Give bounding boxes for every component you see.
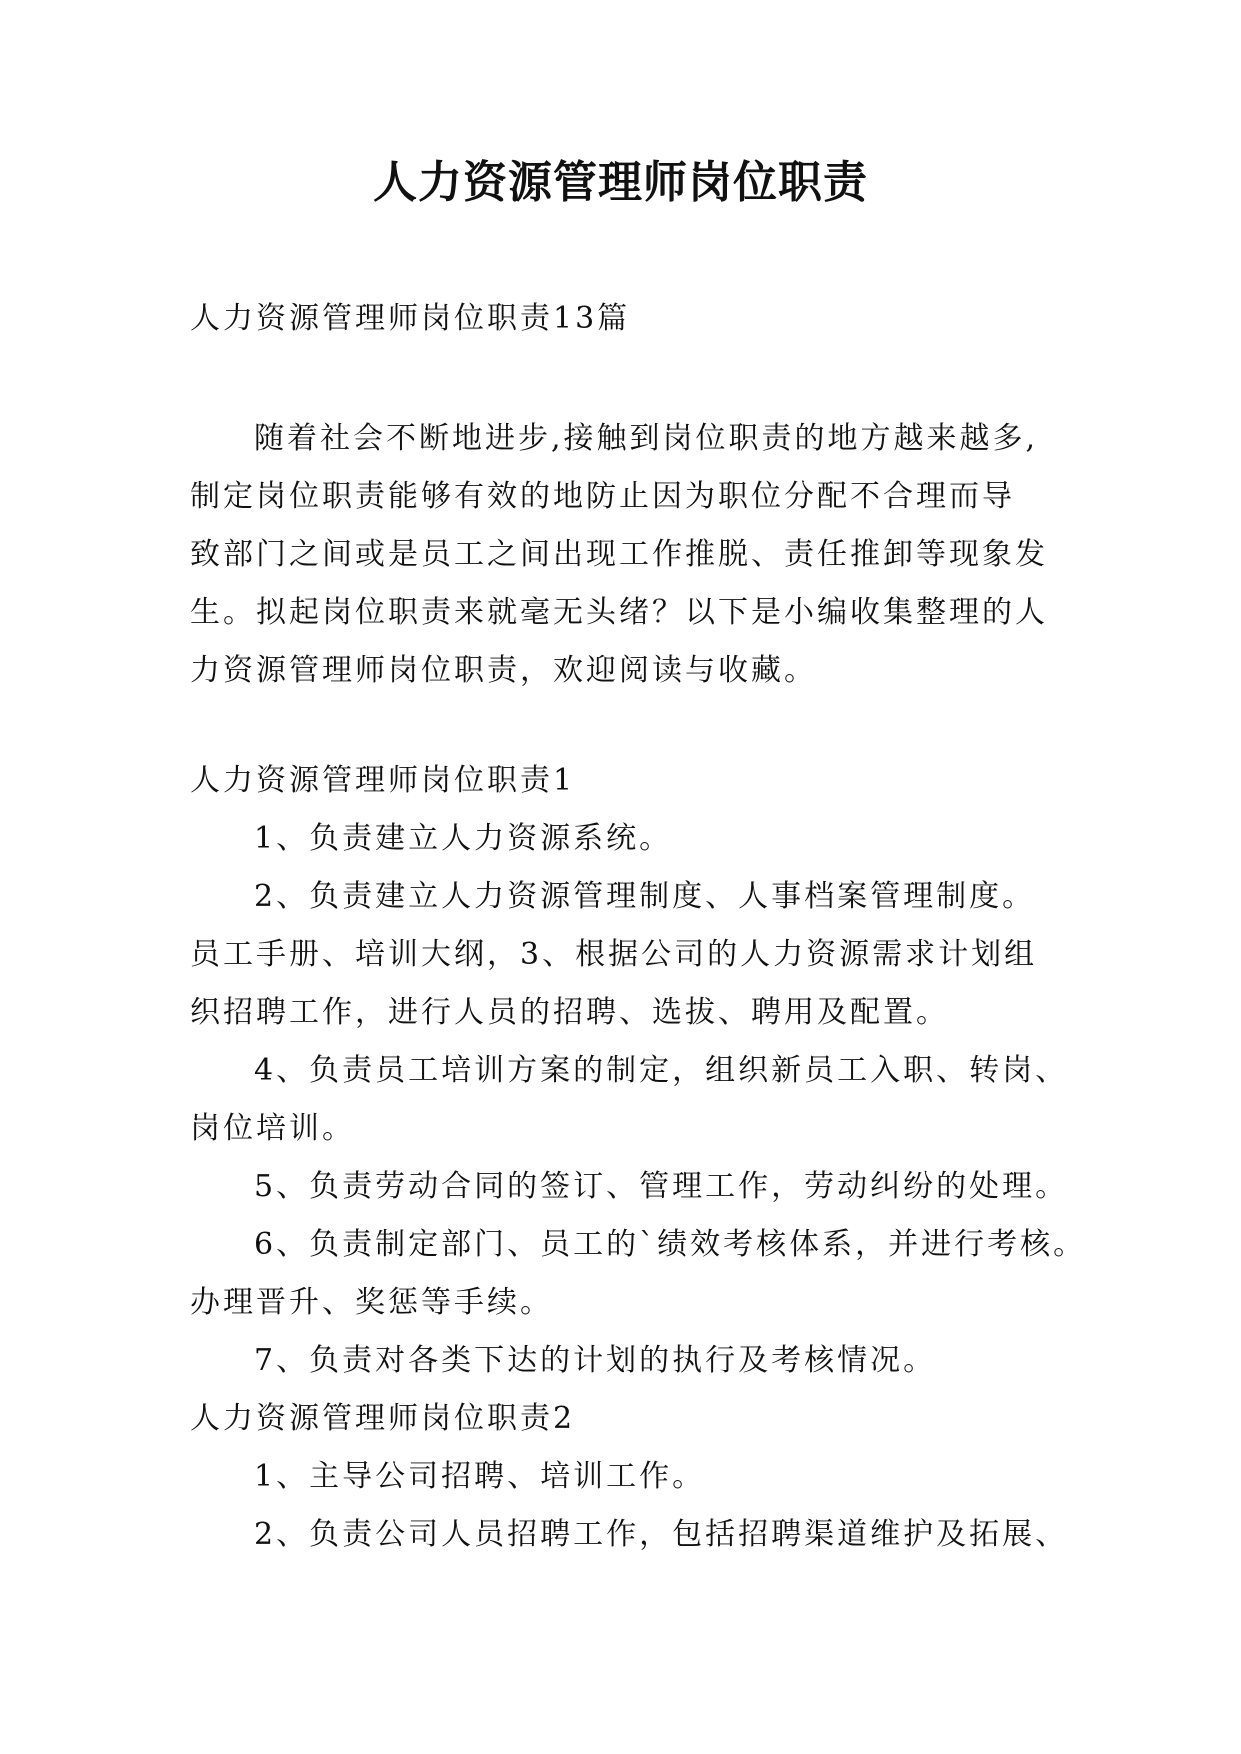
intro-line: 致部门之间或是员工之间出现工作推脱、责任推卸等现象发 <box>190 537 1048 572</box>
section-2 <box>190 1390 1070 1564</box>
document-body <box>190 290 1087 1564</box>
duty-item: 1、主导公司招聘、培训工作。 <box>254 1459 706 1494</box>
duty-item: 2、负责建立人力资源管理制度、人事档案管理制度。 <box>254 879 1036 914</box>
duty-item-continued: 织招聘工作，进行人员的招聘、选拔、聘用及配置。 <box>190 995 949 1030</box>
duty-item: 5、负责劳动合同的签订、管理工作，劳动纠纷的处理。 <box>254 1169 1069 1204</box>
duty-item: 7、负责对各类下达的计划的执行及考核情况。 <box>254 1343 937 1378</box>
section-heading: 人力资源管理师岗位职责1 <box>190 763 576 798</box>
intro-line: 力资源管理师岗位职责，欢迎阅读与收藏。 <box>190 653 817 688</box>
section-1 <box>190 752 1087 1390</box>
duty-item: 1、负责建立人力资源系统。 <box>254 821 673 856</box>
duty-item: 2、负责公司人员招聘工作，包括招聘渠道维护及拓展、 <box>254 1517 1069 1552</box>
document-title: 人力资源管理师岗位职责 <box>373 157 868 208</box>
intro-line: 生。拟起岗位职责来就毫无头绪？以下是小编收集整理的人 <box>190 595 1048 630</box>
intro-paragraph <box>190 410 1070 700</box>
document-subtitle: 人力资源管理师岗位职责13篇 <box>190 301 631 336</box>
duty-item: 6、负责制定部门、员工的`绩效考核体系，并进行考核。 <box>254 1227 1087 1262</box>
duty-item-continued: 办理晋升、奖惩等手续。 <box>190 1285 553 1320</box>
duty-item: 4、负责员工培训方案的制定，组织新员工入职、转岗、 <box>254 1053 1069 1088</box>
section-heading: 人力资源管理师岗位职责2 <box>190 1401 576 1436</box>
intro-line: 随着社会不断地进步,接触到岗位职责的地方越来越多, <box>254 421 1039 456</box>
duty-item-continued: 岗位培训。 <box>190 1111 355 1146</box>
duty-item-continued: 员工手册、培训大纲，3、根据公司的人力资源需求计划组 <box>190 937 1038 972</box>
intro-line: 制定岗位职责能够有效的地防止因为职位分配不合理而导 <box>190 479 1015 514</box>
